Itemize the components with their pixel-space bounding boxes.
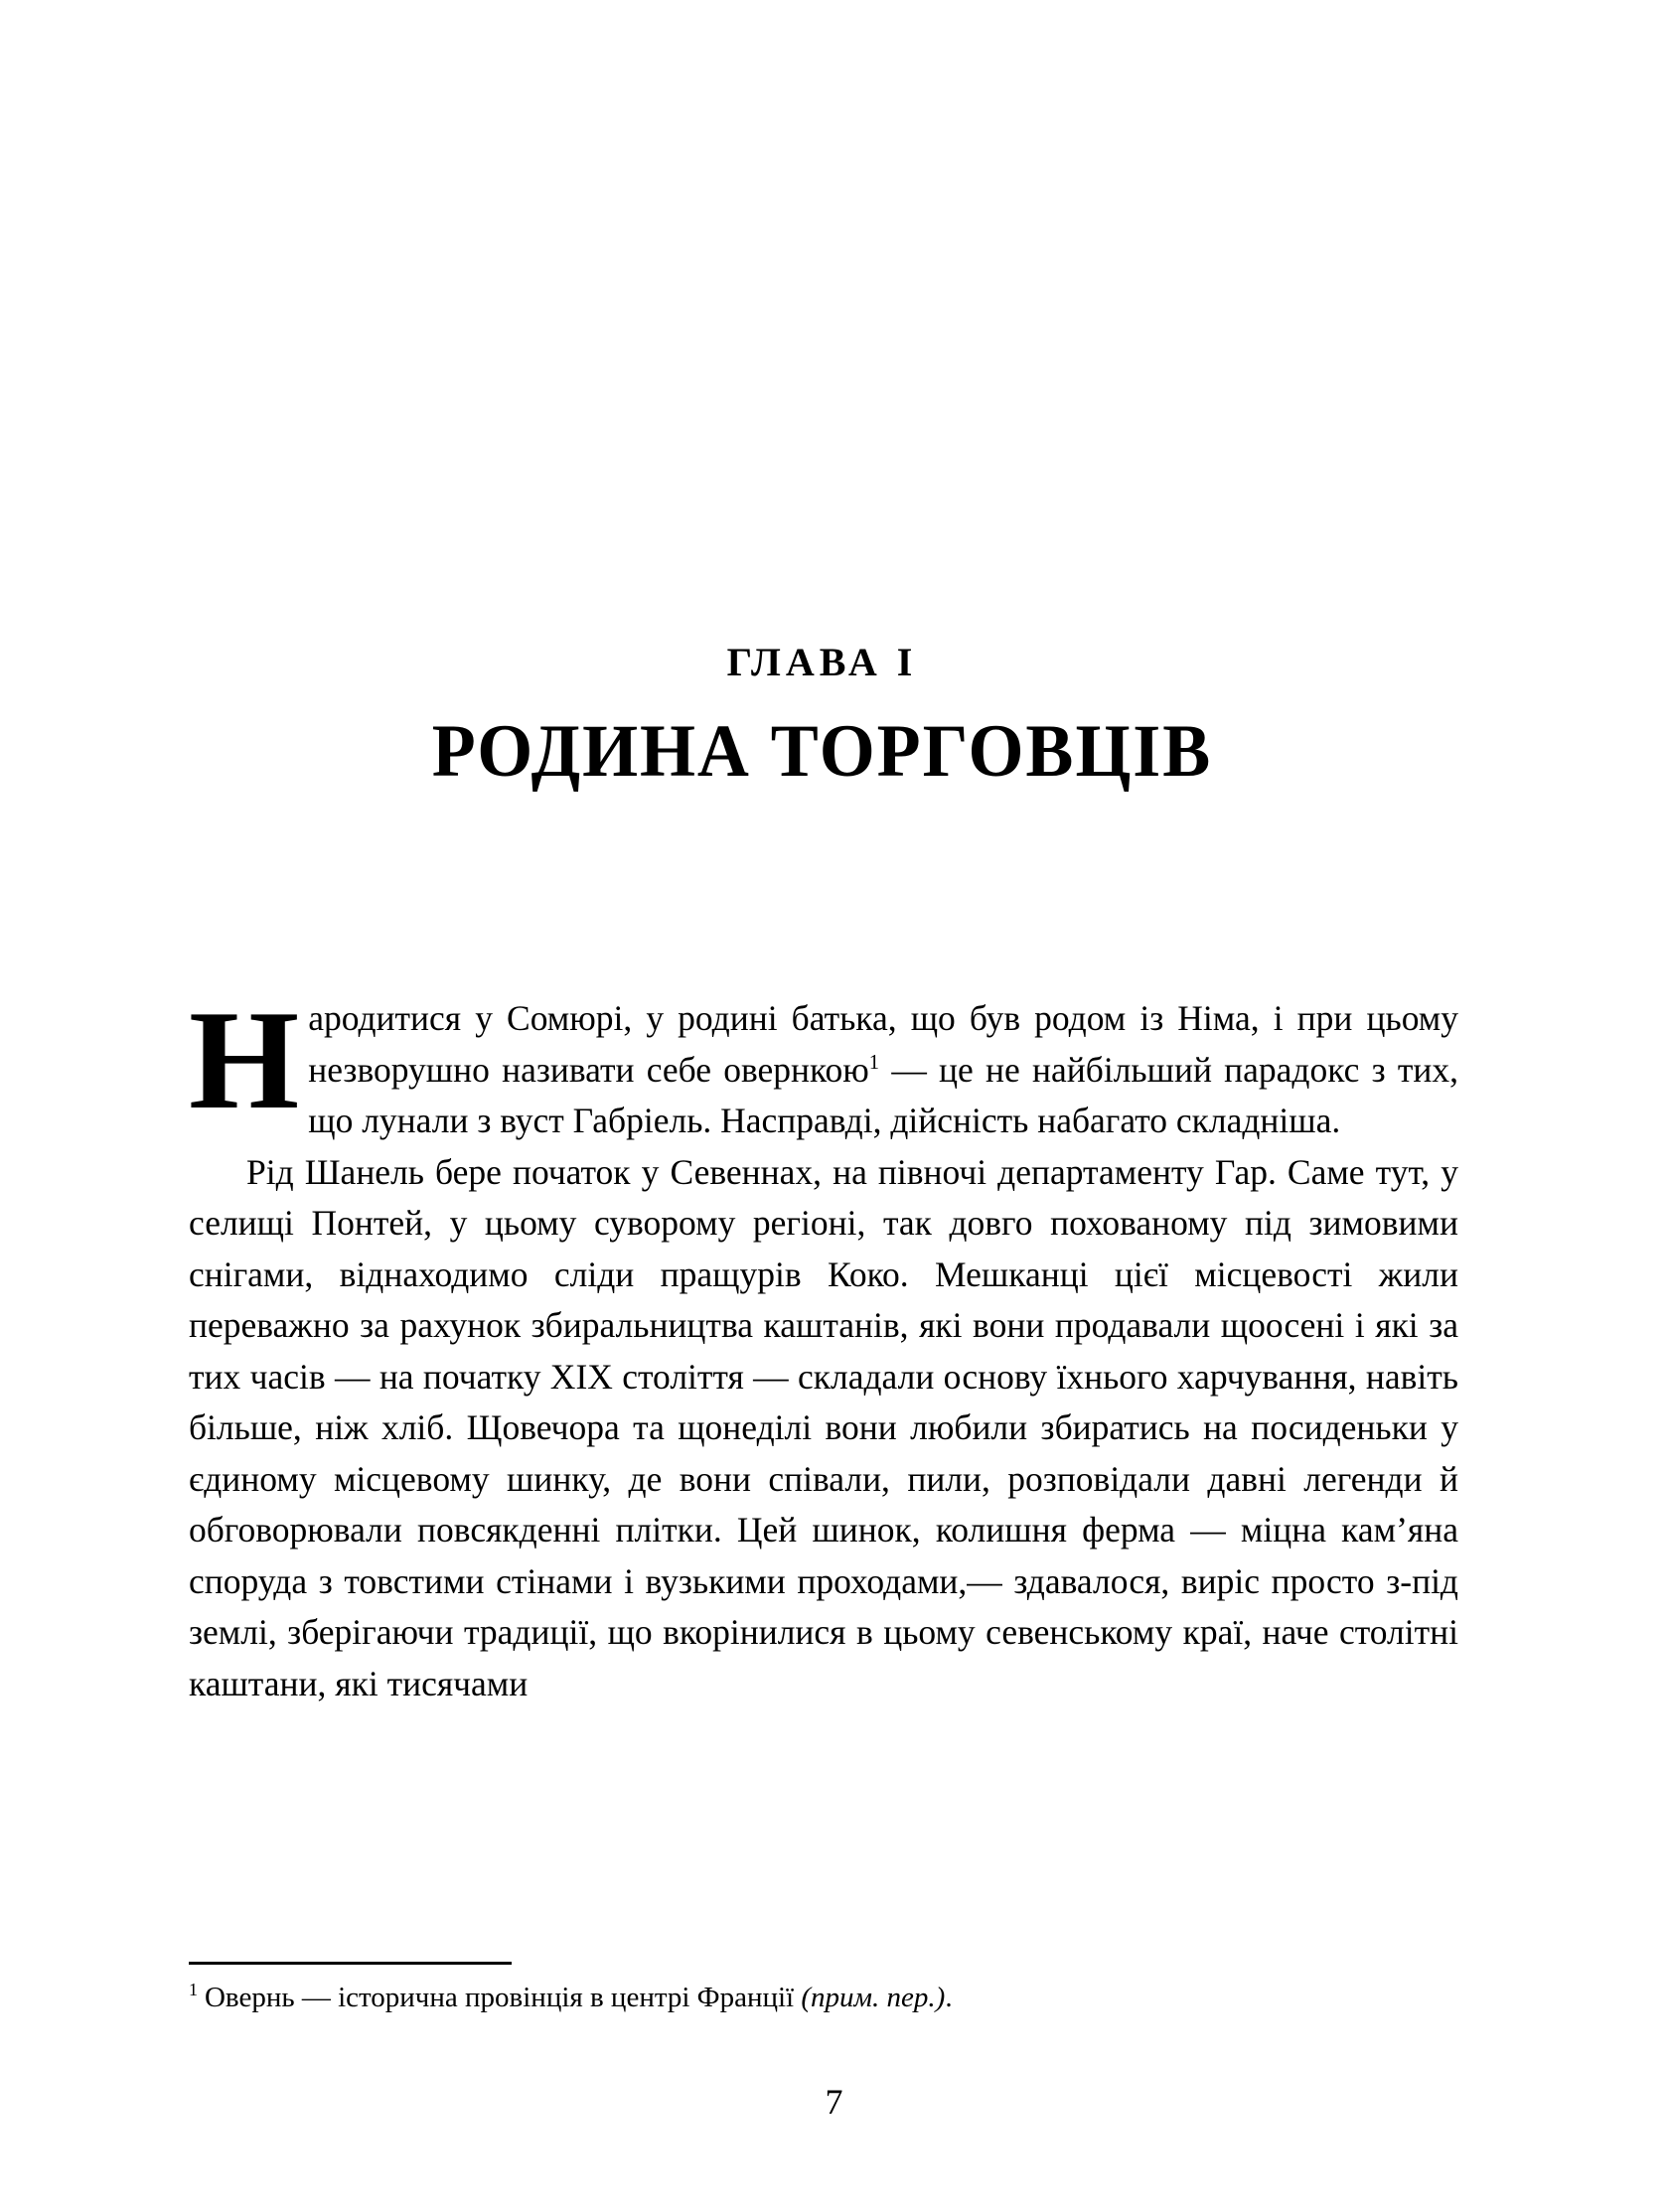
footnote-separator-rule — [189, 1962, 512, 1965]
paragraph-second-text: Рід Шанель бере початок у Севеннах, на півночі департаменту Гар. Саме тут, у селищі Понтей, у цьому суворому регіоні, так довго похованому під зимовими снігами, віднаходимо сліди пращурів Коко. Мешканці цієї місцевості жили переважно за рахунок збиральництва каштанів, які вони продавали щоосені і які за тих часів — на початку XIX століття — складали основу їхнього харчування, навіть більше, ніж хліб. Щовечора та щонеділі вони любили збиратись на посиденьки у єдиному місцевому шинку, де вони співали, пили, розповідали давні легенди й обговорювали повсякденні плітки. Цей шинок, колишня ферма — міцна кам’яна споруда з товстими стінами і вузькими проходами,— здавалося, виріс просто з-під землі, зберігаючи традиції, що вкорінилися в цьому севенському краї, наче столітні каштани, які тисячами — [189, 1151, 1458, 1703]
paragraph-first-text-b: — це не найбільший парадокс з тих, що лунали з вуст Габріель. Насправді, дійсність набагато складніша. — [308, 1049, 1458, 1140]
footnote-number: 1 — [189, 1980, 198, 2000]
chapter-label: ГЛАВА I — [726, 640, 918, 684]
footnote-translator-note: (прим. пер.) — [801, 1982, 946, 2013]
chapter-heading — [189, 641, 1455, 794]
footnote-reference-marker[interactable]: 1 — [868, 1051, 880, 1074]
footnote-entry — [189, 1979, 1455, 2016]
paragraph-second — [189, 1147, 1458, 1710]
page-title: РОДИНА ТОРГОВЦІВ — [431, 710, 1213, 793]
footnote-body-text: Овернь — історична провінція в центрі Франції — [204, 1982, 802, 2013]
paragraph-first-text-a: ародитися у Сомюрі, у родині батька, що був родом із Німа, і при цьому незворушно називати себе овернкою — [308, 998, 1458, 1090]
body-text — [189, 981, 1458, 1709]
drop-cap: Н — [189, 981, 299, 1138]
footnote-terminator: . — [945, 1982, 953, 2013]
footnote-block — [189, 1962, 1455, 2016]
paragraph-first — [189, 981, 1458, 1147]
page-number: 7 — [825, 2082, 843, 2122]
